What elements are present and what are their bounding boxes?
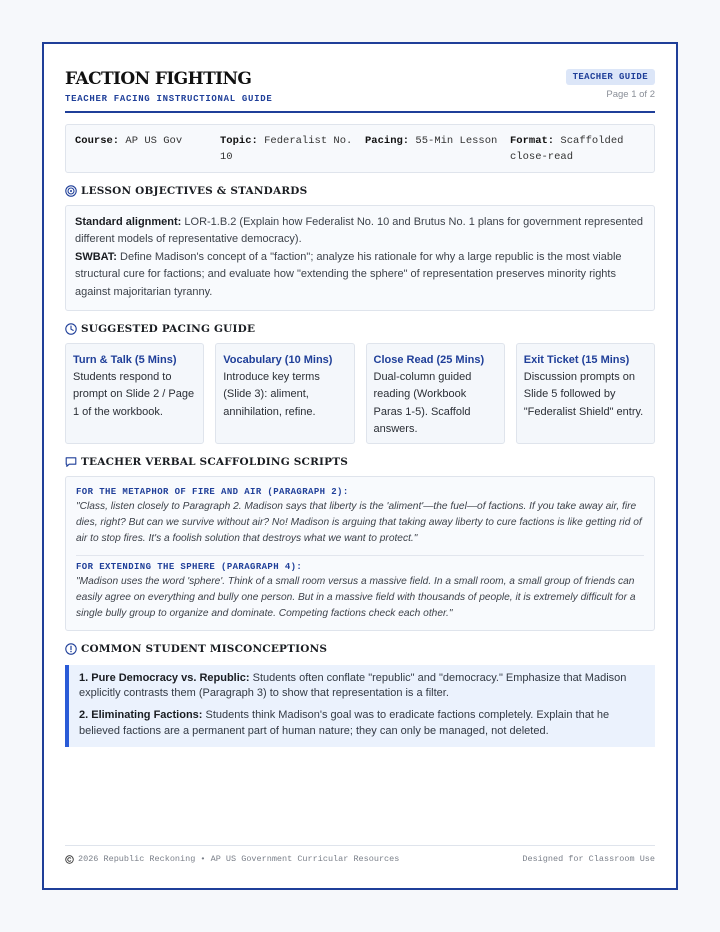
- script-quote: "Class, listen closely to Paragraph 2. Madison says that liberty is the 'aliment'—the fuel—of factions. If you take away air, fire dies, right? But can we survive without air? No! Madison is arguing that taking away liberty to cure factions is like getting rid of air to stop fires. It's a foolish solution that destroys what we want to protect.": [76, 501, 642, 545]
- objectives-box: [65, 205, 655, 311]
- script-quote: "Madison uses the word 'sphere'. Think of a small room versus a massive field. In a small room, a small group of friends can easily agree on everything and bully one person. But in a massive field with thousands of people, it is extremely difficult for a single bully group to organize and dominate. Competing factions check each other.": [76, 576, 636, 620]
- page-header: [65, 66, 655, 110]
- header-right: [566, 66, 655, 100]
- scripts-box: [65, 476, 655, 631]
- misconception-item: 2. Eliminating Factions: Students think Madison's goal was to eradicate factions completely. Explain that he believed factions are a permanent part of human nature; they can only be managed, not deleted.: [79, 709, 610, 737]
- page-content: [65, 66, 655, 747]
- script-label: FOR THE METAPHOR OF FIRE AND AIR (PARAGRAPH 2):: [76, 487, 349, 498]
- title-block: [65, 66, 272, 104]
- footer-right: Designed for Classroom Use: [522, 854, 655, 864]
- meta-pacing: Pacing: 55-Min Lesson: [365, 135, 498, 147]
- scripts-heading: TEACHER VERBAL SCAFFOLDING SCRIPTS: [65, 456, 655, 468]
- page-number: Page 1 of 2: [606, 89, 655, 100]
- misconceptions-heading: COMMON STUDENT MISCONCEPTIONS: [65, 643, 655, 655]
- copyright-icon: [65, 855, 74, 864]
- header-divider: [65, 111, 655, 113]
- target-icon: [65, 185, 77, 197]
- course-meta-box: [65, 124, 655, 173]
- pacing-card: Turn & Talk (5 Mins) Students respond to prompt on Slide 2 / Page 1 of the workbook.: [65, 343, 204, 444]
- script-label: FOR EXTENDING THE SPHERE (PARAGRAPH 4):: [76, 562, 303, 573]
- objectives-heading: LESSON OBJECTIVES & STANDARDS: [65, 185, 655, 197]
- misconceptions-box: [65, 665, 655, 747]
- pacing-card: Close Read (25 Mins) Dual-column guided reading (Workbook Paras 1-5). Scaffold answers.: [366, 343, 505, 444]
- meta-format: Format: Scaffolded close-read: [510, 135, 624, 163]
- pacing-card: Vocabulary (10 Mins) Introduce key terms (Slide 3): aliment, annihilation, refine.: [215, 343, 354, 444]
- script-item: [76, 562, 644, 622]
- meta-topic: Topic: Federalist No. 10: [220, 135, 353, 163]
- script-item: [76, 487, 644, 547]
- alert-circle-icon: [65, 643, 77, 655]
- meta-course: Course: AP US Gov: [75, 135, 183, 147]
- misconception-item: 1. Pure Democracy vs. Republic: Students often conflate "republic" and "democracy." Emphasize that Madison explicitly contrasts them (Paragraph 3) to show that representation is a filter.: [79, 672, 627, 700]
- standard-alignment: Standard alignment: LOR-1.B.2 (Explain how Federalist No. 10 and Brutus No. 1 plans for government represented different models of representative democracy).: [75, 216, 643, 246]
- footer-left: 2026 Republic Reckoning • AP US Government Curricular Resources: [65, 854, 399, 864]
- page-footer: [65, 845, 655, 864]
- clock-icon: [65, 323, 77, 335]
- pacing-cards: [65, 343, 655, 444]
- swbat: SWBAT: Define Madison's concept of a "faction"; analyze his rationale for why a large republic is the most viable structural cure for factions; and evaluate how "extending the sphere" of representation preserves minority rights against majoritarian tyranny.: [75, 250, 622, 298]
- guide-badge: TEACHER GUIDE: [566, 69, 655, 85]
- pacing-heading: SUGGESTED PACING GUIDE: [65, 323, 655, 335]
- guide-page: [42, 42, 678, 890]
- page-title: FACTION FIGHTING: [65, 69, 252, 89]
- script-divider: [76, 555, 644, 556]
- page-subtitle: TEACHER FACING INSTRUCTIONAL GUIDE: [65, 94, 273, 104]
- pacing-card: Exit Ticket (15 Mins) Discussion prompts on Slide 5 followed by "Federalist Shield" entry.: [516, 343, 655, 444]
- speech-bubble-icon: [65, 456, 77, 468]
